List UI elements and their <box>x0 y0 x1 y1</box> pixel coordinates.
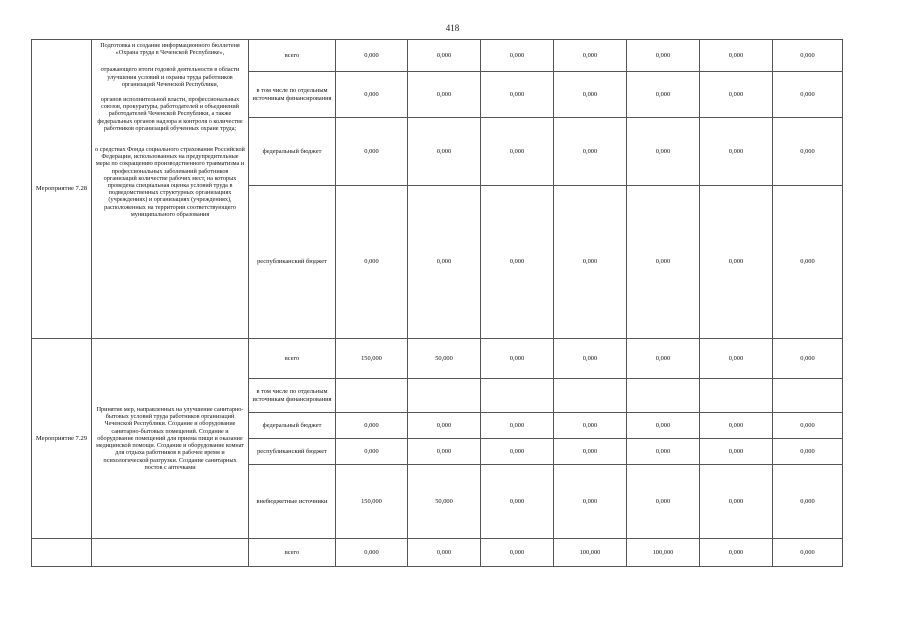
description-paragraph: Принятие мер, направленных на улучшение санитарно-бытовых условий труда работников организаций Чеченской Республики. Создание и оборудование санитарно-бытовых помещений. Создание и оборудование помещений для приема пищи и оказание медицинской помощи. Создание и оборудование комнат для отдыха работников в рабочее время и психологической разгрузки. Создание санитарных постов с аптечками <box>95 406 245 471</box>
value-cell: 0,000 <box>481 72 554 118</box>
value-cell: 0,000 <box>773 72 843 118</box>
value-cell: 0,000 <box>554 118 627 186</box>
value-cell: 0,000 <box>627 118 700 186</box>
value-cell: 0,000 <box>700 539 773 567</box>
value-cell: 0,000 <box>481 40 554 72</box>
table-row <box>32 40 843 72</box>
funding-source: в том числе по отдельным источникам финансирования <box>249 379 336 413</box>
funding-source: республиканский бюджет <box>249 439 336 465</box>
value-cell: 0,000 <box>773 413 843 439</box>
value-cell: 0,000 <box>773 186 843 339</box>
value-cell: 0,000 <box>408 40 481 72</box>
value-cell: 0,000 <box>336 539 408 567</box>
value-cell: 0,000 <box>773 439 843 465</box>
value-cell: 0,000 <box>481 465 554 539</box>
value-cell: 0,000 <box>627 339 700 379</box>
value-cell: 0,000 <box>700 465 773 539</box>
value-cell: 0,000 <box>627 439 700 465</box>
description-paragraph: отражающего итоги годовой деятельности в области улучшения условий и охраны труда работников организаций Чеченской Республики, <box>100 66 240 88</box>
value-cell: 150,000 <box>336 465 408 539</box>
value-cell: 0,000 <box>773 118 843 186</box>
value-cell: 0,000 <box>700 186 773 339</box>
funding-source: всего <box>249 339 336 379</box>
event-label <box>32 539 92 567</box>
description-paragraph: Подготовка и создание информационного бюллетеня «Охрана труда в Чеченской Республике», <box>100 42 240 57</box>
table-row <box>32 339 843 379</box>
value-cell: 0,000 <box>773 539 843 567</box>
value-cell <box>700 379 773 413</box>
description-paragraph: органов исполнительной власти, профессиональных союзов, прокуратуры, работодателей и объединений работодателей Чеченской Республики, а также федеральных органов надзора и контроля о количестве работников организаций обученных охране труда; <box>97 96 243 132</box>
event-label: Мероприятие 7.28 <box>32 40 92 339</box>
page-number: 418 <box>445 23 460 33</box>
value-cell: 0,000 <box>336 118 408 186</box>
value-cell: 0,000 <box>627 186 700 339</box>
value-cell: 0,000 <box>336 439 408 465</box>
value-cell <box>554 379 627 413</box>
value-cell: 0,000 <box>481 539 554 567</box>
value-cell <box>481 379 554 413</box>
value-cell: 0,000 <box>554 339 627 379</box>
value-cell: 0,000 <box>481 339 554 379</box>
funding-source: республиканский бюджет <box>249 186 336 339</box>
value-cell: 0,000 <box>408 72 481 118</box>
event-description <box>92 539 249 567</box>
value-cell: 0,000 <box>773 40 843 72</box>
value-cell: 50,000 <box>408 339 481 379</box>
value-cell: 0,000 <box>554 413 627 439</box>
funding-source: федеральный бюджет <box>249 118 336 186</box>
value-cell: 100,000 <box>627 539 700 567</box>
value-cell: 0,000 <box>336 40 408 72</box>
value-cell: 0,000 <box>627 40 700 72</box>
value-cell: 0,000 <box>554 72 627 118</box>
value-cell: 0,000 <box>408 118 481 186</box>
value-cell: 0,000 <box>408 439 481 465</box>
event-description <box>92 40 249 339</box>
value-cell: 0,000 <box>700 72 773 118</box>
value-cell: 0,000 <box>408 413 481 439</box>
table-row <box>32 539 843 567</box>
funding-source: внебюджетные источники <box>249 465 336 539</box>
value-cell: 0,000 <box>481 186 554 339</box>
description-paragraph: о средствах Фонда социального страхования Российской Федерации, использованных на предупредительные меры по сокращению производственного травматизма и профессиональных заболеваний работников организаций количестве рабочих мест, на которых проведена специальная оценка условий труда в подведомственных структурных организациях (учреждениях) и организациях (учреждениях), расположенных на территории соответствующего муниципального образования <box>95 146 245 218</box>
value-cell: 0,000 <box>481 439 554 465</box>
value-cell <box>627 379 700 413</box>
value-cell: 0,000 <box>700 339 773 379</box>
value-cell: 0,000 <box>627 72 700 118</box>
value-cell: 0,000 <box>336 72 408 118</box>
funding-source: всего <box>249 40 336 72</box>
value-cell <box>408 379 481 413</box>
event-description <box>92 339 249 539</box>
value-cell: 0,000 <box>336 186 408 339</box>
value-cell: 0,000 <box>554 40 627 72</box>
value-cell: 0,000 <box>700 40 773 72</box>
value-cell: 0,000 <box>700 118 773 186</box>
event-label: Мероприятие 7.29 <box>32 339 92 539</box>
value-cell: 50,000 <box>408 465 481 539</box>
value-cell <box>773 379 843 413</box>
value-cell: 0,000 <box>481 413 554 439</box>
value-cell: 0,000 <box>481 118 554 186</box>
value-cell: 0,000 <box>773 465 843 539</box>
funding-source: всего <box>249 539 336 567</box>
value-cell: 0,000 <box>773 339 843 379</box>
value-cell: 0,000 <box>627 465 700 539</box>
value-cell: 100,000 <box>554 539 627 567</box>
funding-source: федеральный бюджет <box>249 413 336 439</box>
value-cell: 0,000 <box>408 539 481 567</box>
value-cell: 0,000 <box>627 413 700 439</box>
value-cell: 0,000 <box>700 439 773 465</box>
value-cell: 150,000 <box>336 339 408 379</box>
value-cell: 0,000 <box>408 186 481 339</box>
value-cell: 0,000 <box>554 465 627 539</box>
value-cell: 0,000 <box>554 186 627 339</box>
value-cell: 0,000 <box>336 413 408 439</box>
value-cell: 0,000 <box>554 439 627 465</box>
budget-table <box>31 39 843 567</box>
value-cell: 0,000 <box>700 413 773 439</box>
funding-source: в том числе по отдельным источникам финансирования <box>249 72 336 118</box>
value-cell <box>336 379 408 413</box>
